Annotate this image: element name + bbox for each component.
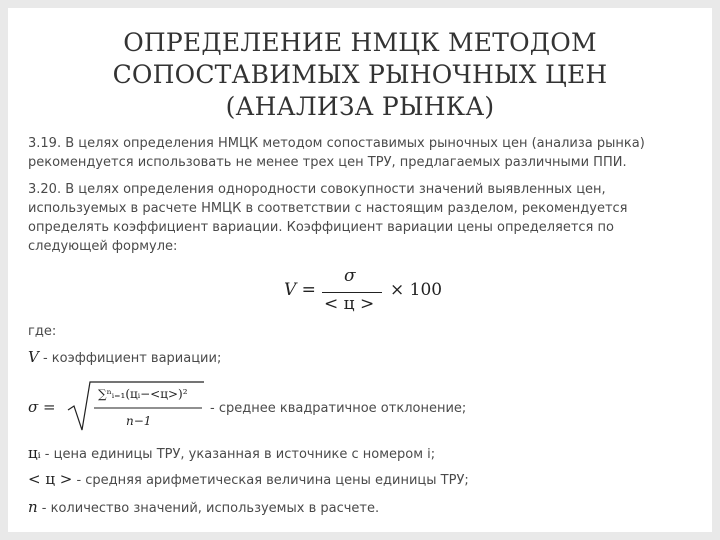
mean-definition: - средняя арифметическая величина цены единицы ТРУ; bbox=[72, 473, 469, 488]
slide bbox=[8, 8, 712, 532]
v-symbol: V bbox=[28, 348, 39, 366]
formula-numerator: σ bbox=[344, 266, 356, 286]
where-label: где: bbox=[28, 324, 57, 339]
def-mean bbox=[28, 470, 469, 488]
paragraph-line: следующей формуле: bbox=[28, 239, 178, 254]
paragraph-line: рекомендуется использовать не менее трех цен ТРУ, предлагаемых различными ППИ. bbox=[28, 155, 627, 170]
paragraph-line: 3.20. В целях определения однородности совокупности значений выявленных цен, bbox=[28, 182, 606, 197]
n-definition: - количество значений, используемых в расчете. bbox=[37, 501, 380, 516]
def-n bbox=[28, 498, 379, 516]
def-v bbox=[28, 348, 221, 366]
sigma-symbol: σ = bbox=[28, 398, 56, 416]
mean-symbol: < ц > bbox=[28, 470, 73, 488]
variation-formula bbox=[284, 263, 444, 319]
paragraph-3-20 bbox=[28, 180, 704, 256]
formula-multiplier: × 100 bbox=[390, 280, 443, 300]
title-line-2: СОПОСТАВИМЫХ РЫНОЧНЫХ ЦЕН bbox=[112, 60, 608, 89]
slide-title bbox=[8, 8, 712, 126]
def-ci bbox=[28, 444, 435, 462]
v-definition: - коэффициент вариации; bbox=[38, 351, 222, 366]
sigma-definition: - среднее квадратичное отклонение; bbox=[210, 401, 467, 416]
title-line-1: ОПРЕДЕЛЕНИЕ НМЦК МЕТОДОМ bbox=[123, 28, 597, 57]
n-symbol: n bbox=[28, 498, 38, 516]
paragraph-3-19 bbox=[28, 134, 704, 172]
ci-definition: - цена единицы ТРУ, указанная в источнике с номером i; bbox=[40, 447, 436, 462]
formula-lhs: V = bbox=[284, 280, 316, 300]
formula-denominator: < ц > bbox=[324, 294, 375, 314]
def-sigma bbox=[28, 378, 508, 438]
ci-symbol: цᵢ bbox=[28, 444, 41, 462]
title-line-3: (АНАЛИЗА РЫНКА) bbox=[225, 92, 495, 121]
paragraph-line: используемых в расчете НМЦК в соответствии с настоящим разделом, рекомендуется bbox=[28, 201, 628, 216]
sigma-numerator: ∑ⁿᵢ₌₁(цᵢ−<ц>)² bbox=[98, 387, 188, 401]
paragraph-line: 3.19. В целях определения НМЦК методом сопоставимых рыночных цен (анализа рынка) bbox=[28, 136, 645, 151]
fraction-bar bbox=[322, 292, 382, 293]
sigma-denominator: n−1 bbox=[126, 414, 152, 428]
paragraph-line: определять коэффициент вариации. Коэффициент вариации цены определяется по bbox=[28, 220, 614, 235]
